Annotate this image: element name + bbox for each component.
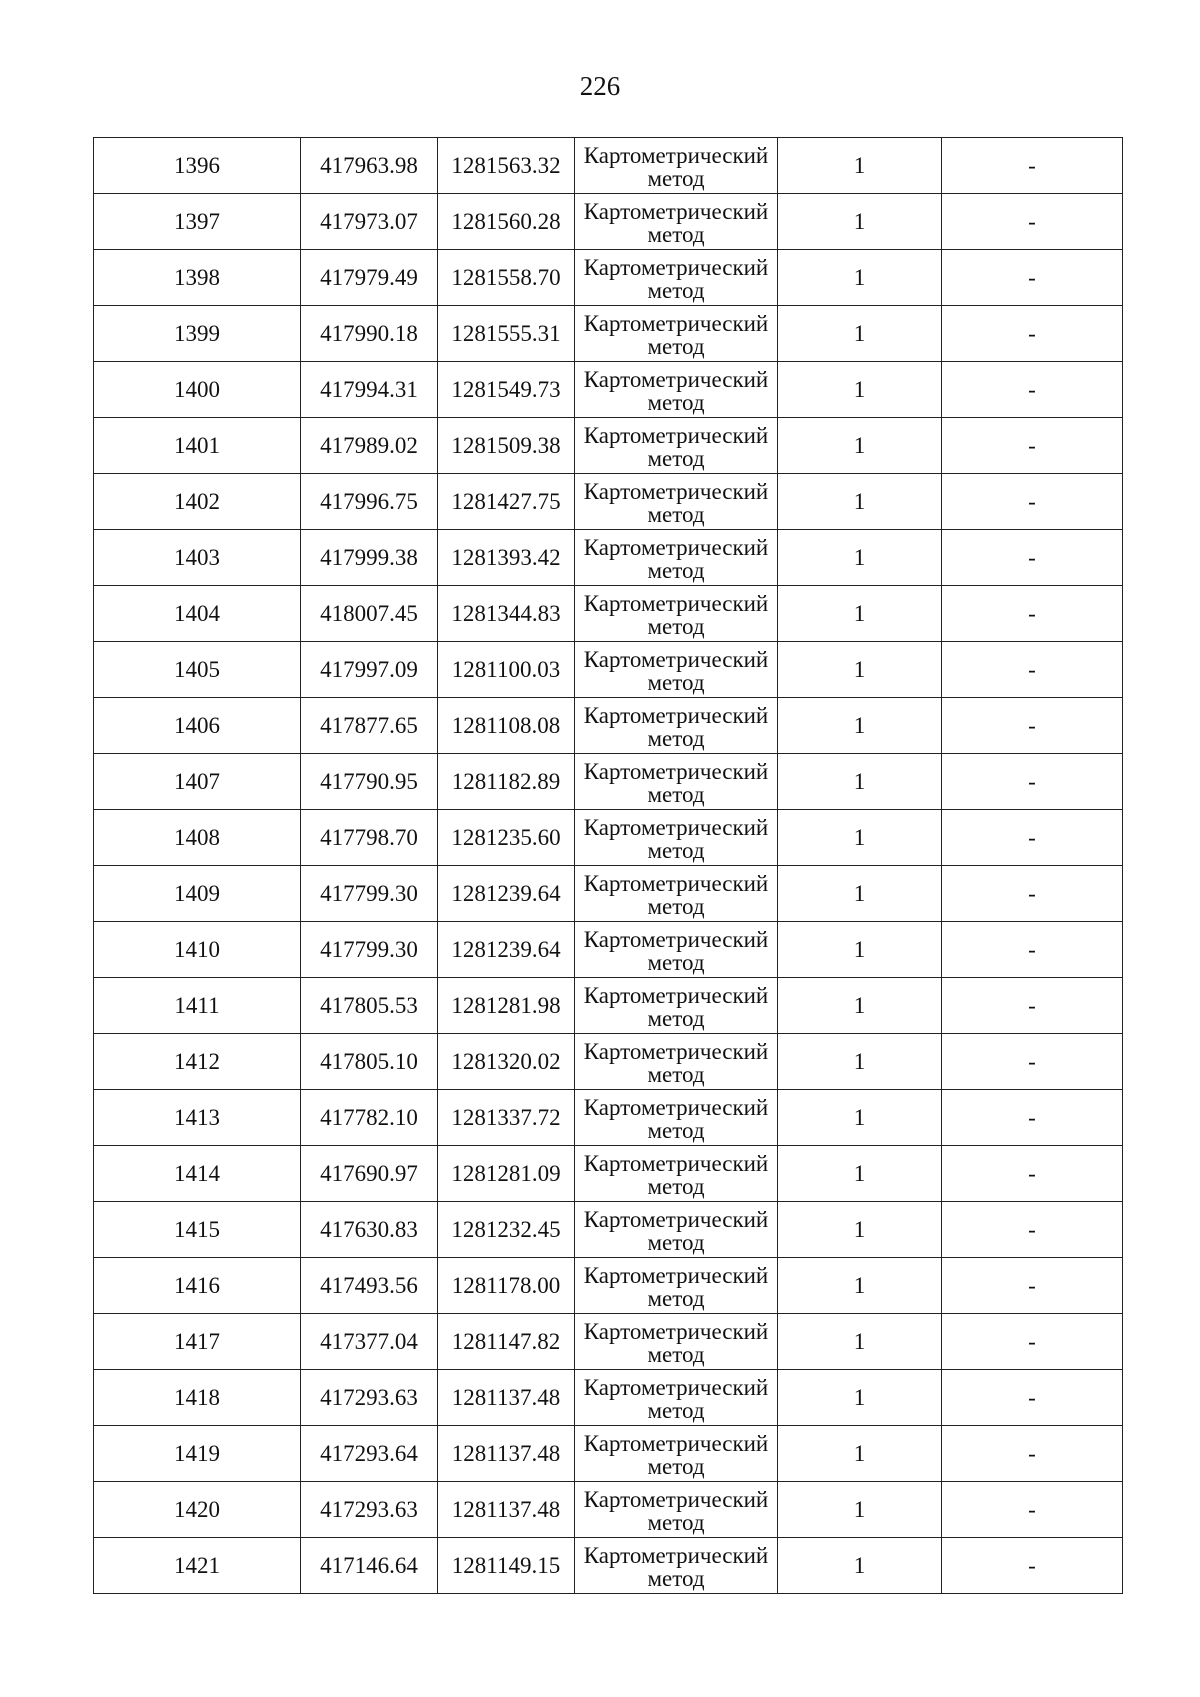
method-line-2: метод — [647, 837, 705, 863]
point-number-cell: 1406 — [94, 698, 301, 754]
point-number-cell: 1418 — [94, 1370, 301, 1426]
x-coordinate-cell: 417146.64 — [301, 1538, 438, 1594]
table-body — [94, 138, 1123, 1594]
y-coordinate-cell: 1281137.48 — [438, 1426, 575, 1482]
y-coordinate-cell: 1281344.83 — [438, 586, 575, 642]
method-line-2: метод — [647, 1117, 705, 1143]
accuracy-cell: 1 — [778, 306, 942, 362]
method-line-2: метод — [647, 613, 705, 639]
method-cell — [575, 1538, 778, 1594]
table-row — [94, 1258, 1123, 1314]
accuracy-cell: 1 — [778, 586, 942, 642]
x-coordinate-cell: 417377.04 — [301, 1314, 438, 1370]
table-row — [94, 1146, 1123, 1202]
method-line-1: Картометрический — [583, 310, 769, 336]
point-number-cell: 1398 — [94, 250, 301, 306]
table-row — [94, 362, 1123, 418]
table-row — [94, 754, 1123, 810]
accuracy-cell: 1 — [778, 1146, 942, 1202]
x-coordinate-cell: 417798.70 — [301, 810, 438, 866]
point-number-cell: 1401 — [94, 418, 301, 474]
method-line-1: Картометрический — [583, 1542, 769, 1568]
y-coordinate-cell: 1281563.32 — [438, 138, 575, 194]
y-coordinate-cell: 1281509.38 — [438, 418, 575, 474]
table-row — [94, 866, 1123, 922]
point-number-cell: 1419 — [94, 1426, 301, 1482]
method-cell — [575, 754, 778, 810]
method-line-2: метод — [647, 1005, 705, 1031]
method-line-2: метод — [647, 1509, 705, 1535]
accuracy-cell: 1 — [778, 642, 942, 698]
y-coordinate-cell: 1281137.48 — [438, 1482, 575, 1538]
method-line-1: Картометрический — [583, 814, 769, 840]
method-line-2: метод — [647, 333, 705, 359]
x-coordinate-cell: 417877.65 — [301, 698, 438, 754]
method-cell — [575, 586, 778, 642]
y-coordinate-cell: 1281549.73 — [438, 362, 575, 418]
note-cell: - — [942, 866, 1123, 922]
method-cell — [575, 306, 778, 362]
x-coordinate-cell: 417990.18 — [301, 306, 438, 362]
point-number-cell: 1413 — [94, 1090, 301, 1146]
accuracy-cell: 1 — [778, 866, 942, 922]
point-number-cell: 1399 — [94, 306, 301, 362]
method-line-1: Картометрический — [583, 646, 769, 672]
method-line-2: метод — [647, 445, 705, 471]
table-row — [94, 1538, 1123, 1594]
y-coordinate-cell: 1281178.00 — [438, 1258, 575, 1314]
method-line-1: Картометрический — [583, 534, 769, 560]
method-cell — [575, 530, 778, 586]
method-line-2: метод — [647, 1229, 705, 1255]
note-cell: - — [942, 1146, 1123, 1202]
method-line-2: метод — [647, 557, 705, 583]
method-line-2: метод — [647, 949, 705, 975]
method-cell — [575, 810, 778, 866]
x-coordinate-cell: 417996.75 — [301, 474, 438, 530]
method-cell — [575, 1258, 778, 1314]
table-row — [94, 474, 1123, 530]
method-cell — [575, 1370, 778, 1426]
method-line-2: метод — [647, 669, 705, 695]
method-line-2: метод — [647, 893, 705, 919]
x-coordinate-cell: 417805.53 — [301, 978, 438, 1034]
method-line-2: метод — [647, 165, 705, 191]
y-coordinate-cell: 1281239.64 — [438, 866, 575, 922]
x-coordinate-cell: 418007.45 — [301, 586, 438, 642]
method-cell — [575, 1202, 778, 1258]
method-line-2: метод — [647, 1285, 705, 1311]
note-cell: - — [942, 1090, 1123, 1146]
method-line-2: метод — [647, 389, 705, 415]
point-number-cell: 1421 — [94, 1538, 301, 1594]
accuracy-cell: 1 — [778, 194, 942, 250]
method-line-2: метод — [647, 1453, 705, 1479]
table-row — [94, 418, 1123, 474]
table-row — [94, 1482, 1123, 1538]
x-coordinate-cell: 417799.30 — [301, 866, 438, 922]
table-row — [94, 1202, 1123, 1258]
method-cell — [575, 922, 778, 978]
method-cell — [575, 1090, 778, 1146]
method-line-2: метод — [647, 221, 705, 247]
note-cell: - — [942, 418, 1123, 474]
point-number-cell: 1408 — [94, 810, 301, 866]
method-cell — [575, 1426, 778, 1482]
table-row — [94, 922, 1123, 978]
method-cell — [575, 1482, 778, 1538]
note-cell: - — [942, 922, 1123, 978]
y-coordinate-cell: 1281232.45 — [438, 1202, 575, 1258]
method-line-1: Картометрический — [583, 590, 769, 616]
method-line-2: метод — [647, 1565, 705, 1591]
note-cell: - — [942, 1034, 1123, 1090]
note-cell: - — [942, 1370, 1123, 1426]
table-row — [94, 698, 1123, 754]
x-coordinate-cell: 417690.97 — [301, 1146, 438, 1202]
method-cell — [575, 1314, 778, 1370]
method-line-2: метод — [647, 1397, 705, 1423]
note-cell: - — [942, 362, 1123, 418]
point-number-cell: 1400 — [94, 362, 301, 418]
point-number-cell: 1396 — [94, 138, 301, 194]
note-cell: - — [942, 698, 1123, 754]
y-coordinate-cell: 1281555.31 — [438, 306, 575, 362]
accuracy-cell: 1 — [778, 362, 942, 418]
accuracy-cell: 1 — [778, 1426, 942, 1482]
method-cell — [575, 362, 778, 418]
accuracy-cell: 1 — [778, 1482, 942, 1538]
x-coordinate-cell: 417973.07 — [301, 194, 438, 250]
note-cell: - — [942, 810, 1123, 866]
method-line-2: метод — [647, 501, 705, 527]
note-cell: - — [942, 306, 1123, 362]
accuracy-cell: 1 — [778, 978, 942, 1034]
accuracy-cell: 1 — [778, 754, 942, 810]
method-cell — [575, 250, 778, 306]
note-cell: - — [942, 474, 1123, 530]
point-number-cell: 1416 — [94, 1258, 301, 1314]
x-coordinate-cell: 417805.10 — [301, 1034, 438, 1090]
note-cell: - — [942, 1314, 1123, 1370]
x-coordinate-cell: 417963.98 — [301, 138, 438, 194]
method-line-1: Картометрический — [583, 1430, 769, 1456]
x-coordinate-cell: 417293.64 — [301, 1426, 438, 1482]
note-cell: - — [942, 250, 1123, 306]
note-cell: - — [942, 530, 1123, 586]
table-row — [94, 642, 1123, 698]
method-line-1: Картометрический — [583, 870, 769, 896]
point-number-cell: 1412 — [94, 1034, 301, 1090]
table-row — [94, 810, 1123, 866]
method-line-1: Картометрический — [583, 478, 769, 504]
y-coordinate-cell: 1281560.28 — [438, 194, 575, 250]
note-cell: - — [942, 1258, 1123, 1314]
point-number-cell: 1414 — [94, 1146, 301, 1202]
method-line-2: метод — [647, 1173, 705, 1199]
x-coordinate-cell: 417293.63 — [301, 1370, 438, 1426]
method-line-1: Картометрический — [583, 1374, 769, 1400]
x-coordinate-cell: 417989.02 — [301, 418, 438, 474]
method-line-1: Картометрический — [583, 702, 769, 728]
x-coordinate-cell: 417799.30 — [301, 922, 438, 978]
x-coordinate-cell: 417979.49 — [301, 250, 438, 306]
method-line-1: Картометрический — [583, 758, 769, 784]
y-coordinate-cell: 1281137.48 — [438, 1370, 575, 1426]
note-cell: - — [942, 754, 1123, 810]
accuracy-cell: 1 — [778, 138, 942, 194]
method-line-1: Картометрический — [583, 1038, 769, 1064]
method-cell — [575, 978, 778, 1034]
method-line-1: Картометрический — [583, 1262, 769, 1288]
accuracy-cell: 1 — [778, 1314, 942, 1370]
point-number-cell: 1403 — [94, 530, 301, 586]
point-number-cell: 1397 — [94, 194, 301, 250]
note-cell: - — [942, 642, 1123, 698]
note-cell: - — [942, 1426, 1123, 1482]
note-cell: - — [942, 586, 1123, 642]
method-line-1: Картометрический — [583, 1206, 769, 1232]
y-coordinate-cell: 1281337.72 — [438, 1090, 575, 1146]
method-line-1: Картометрический — [583, 982, 769, 1008]
method-cell — [575, 474, 778, 530]
table-row — [94, 138, 1123, 194]
page-number: 226 — [579, 71, 621, 101]
method-line-2: метод — [647, 781, 705, 807]
accuracy-cell: 1 — [778, 1090, 942, 1146]
method-line-1: Картометрический — [583, 198, 769, 224]
method-cell — [575, 1146, 778, 1202]
x-coordinate-cell: 417293.63 — [301, 1482, 438, 1538]
y-coordinate-cell: 1281320.02 — [438, 1034, 575, 1090]
y-coordinate-cell: 1281239.64 — [438, 922, 575, 978]
accuracy-cell: 1 — [778, 1202, 942, 1258]
point-number-cell: 1407 — [94, 754, 301, 810]
table-row — [94, 1090, 1123, 1146]
method-line-2: метод — [647, 725, 705, 751]
x-coordinate-cell: 417630.83 — [301, 1202, 438, 1258]
accuracy-cell: 1 — [778, 530, 942, 586]
accuracy-cell: 1 — [778, 922, 942, 978]
point-number-cell: 1417 — [94, 1314, 301, 1370]
y-coordinate-cell: 1281108.08 — [438, 698, 575, 754]
x-coordinate-cell: 417790.95 — [301, 754, 438, 810]
method-cell — [575, 642, 778, 698]
y-coordinate-cell: 1281182.89 — [438, 754, 575, 810]
y-coordinate-cell: 1281393.42 — [438, 530, 575, 586]
method-line-1: Картометрический — [583, 926, 769, 952]
note-cell: - — [942, 1538, 1123, 1594]
method-line-1: Картометрический — [583, 1486, 769, 1512]
method-line-1: Картометрический — [583, 1150, 769, 1176]
point-number-cell: 1415 — [94, 1202, 301, 1258]
point-number-cell: 1410 — [94, 922, 301, 978]
method-line-2: метод — [647, 1061, 705, 1087]
method-cell — [575, 1034, 778, 1090]
y-coordinate-cell: 1281235.60 — [438, 810, 575, 866]
table-row — [94, 306, 1123, 362]
method-cell — [575, 418, 778, 474]
note-cell: - — [942, 978, 1123, 1034]
accuracy-cell: 1 — [778, 1538, 942, 1594]
accuracy-cell: 1 — [778, 1258, 942, 1314]
table-row — [94, 530, 1123, 586]
method-line-1: Картометрический — [583, 1318, 769, 1344]
coordinates-table — [93, 137, 1123, 1594]
note-cell: - — [942, 194, 1123, 250]
accuracy-cell: 1 — [778, 1034, 942, 1090]
note-cell: - — [942, 1482, 1123, 1538]
method-cell — [575, 698, 778, 754]
x-coordinate-cell: 417782.10 — [301, 1090, 438, 1146]
method-cell — [575, 194, 778, 250]
method-line-1: Картометрический — [583, 142, 769, 168]
method-cell — [575, 138, 778, 194]
table-row — [94, 1314, 1123, 1370]
method-line-1: Картометрический — [583, 1094, 769, 1120]
table-row — [94, 1370, 1123, 1426]
x-coordinate-cell: 417997.09 — [301, 642, 438, 698]
y-coordinate-cell: 1281558.70 — [438, 250, 575, 306]
accuracy-cell: 1 — [778, 810, 942, 866]
method-line-1: Картометрический — [583, 422, 769, 448]
method-line-2: метод — [647, 1341, 705, 1367]
y-coordinate-cell: 1281149.15 — [438, 1538, 575, 1594]
point-number-cell: 1405 — [94, 642, 301, 698]
table-row — [94, 250, 1123, 306]
note-cell: - — [942, 1202, 1123, 1258]
point-number-cell: 1411 — [94, 978, 301, 1034]
y-coordinate-cell: 1281281.09 — [438, 1146, 575, 1202]
y-coordinate-cell: 1281281.98 — [438, 978, 575, 1034]
method-line-1: Картометрический — [583, 366, 769, 392]
accuracy-cell: 1 — [778, 1370, 942, 1426]
table-row — [94, 1426, 1123, 1482]
note-cell: - — [942, 138, 1123, 194]
method-line-2: метод — [647, 277, 705, 303]
accuracy-cell: 1 — [778, 250, 942, 306]
point-number-cell: 1402 — [94, 474, 301, 530]
table-row — [94, 586, 1123, 642]
x-coordinate-cell: 417994.31 — [301, 362, 438, 418]
accuracy-cell: 1 — [778, 698, 942, 754]
y-coordinate-cell: 1281427.75 — [438, 474, 575, 530]
table-row — [94, 978, 1123, 1034]
y-coordinate-cell: 1281100.03 — [438, 642, 575, 698]
method-line-1: Картометрический — [583, 254, 769, 280]
accuracy-cell: 1 — [778, 474, 942, 530]
point-number-cell: 1409 — [94, 866, 301, 922]
point-number-cell: 1420 — [94, 1482, 301, 1538]
point-number-cell: 1404 — [94, 586, 301, 642]
x-coordinate-cell: 417493.56 — [301, 1258, 438, 1314]
y-coordinate-cell: 1281147.82 — [438, 1314, 575, 1370]
method-cell — [575, 866, 778, 922]
x-coordinate-cell: 417999.38 — [301, 530, 438, 586]
accuracy-cell: 1 — [778, 418, 942, 474]
table-row — [94, 194, 1123, 250]
table-row — [94, 1034, 1123, 1090]
